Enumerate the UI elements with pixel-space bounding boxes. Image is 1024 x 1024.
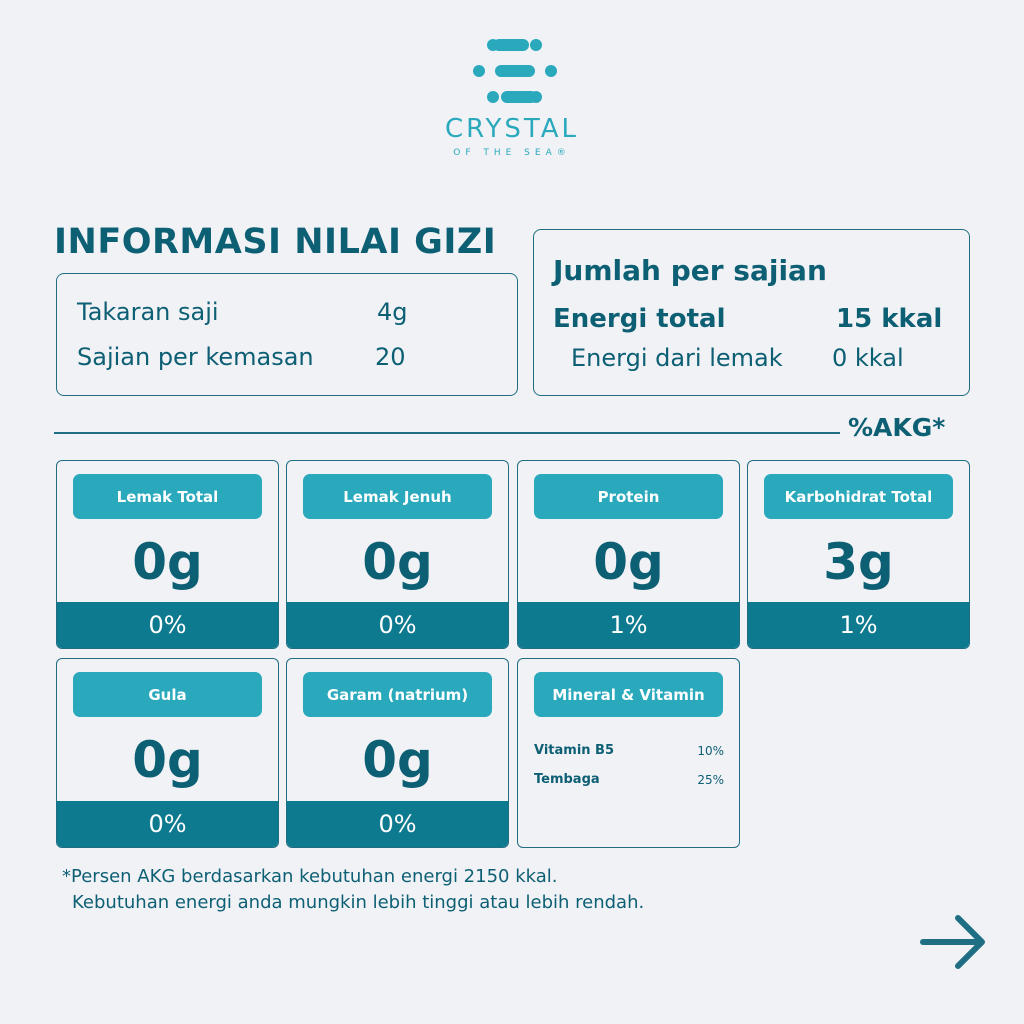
nutrient-amount: 0g xyxy=(593,533,664,591)
serving-size-value: 4g xyxy=(377,298,408,326)
servings-per-pack-label: Sajian per kemasan xyxy=(77,343,314,371)
nutrient-card-lemak-jenuh xyxy=(286,460,509,649)
energy-fat-label: Energi dari lemak xyxy=(571,344,783,372)
servings-per-pack-value: 20 xyxy=(375,343,406,371)
energy-fat-value: 0 kkal xyxy=(832,344,904,372)
energy-total-label: Energi total xyxy=(553,304,726,334)
nutrient-amount: 0g xyxy=(132,731,203,789)
nutrient-akg: 0% xyxy=(287,602,508,648)
nutrient-name: Protein xyxy=(534,474,723,519)
mineral-row xyxy=(534,743,724,758)
mineral-value: 10% xyxy=(697,744,724,758)
per-serving-box xyxy=(533,229,970,396)
nutrient-card-lemak-total xyxy=(56,460,279,649)
nutrient-akg: 1% xyxy=(748,602,969,648)
brand-name: CRYSTAL xyxy=(444,114,580,144)
per-serving-heading: Jumlah per sajian xyxy=(553,254,827,287)
divider-line xyxy=(54,432,840,434)
nutrient-amount: 0g xyxy=(362,533,433,591)
nutrient-name: Lemak Jenuh xyxy=(303,474,492,519)
nutrient-card-gula xyxy=(56,658,279,848)
serving-info-box xyxy=(56,273,518,396)
nutrient-name: Lemak Total xyxy=(73,474,262,519)
nutrient-name: Gula xyxy=(73,672,262,717)
footnote-line-2: Kebutuhan energi anda mungkin lebih tinggi atau lebih rendah. xyxy=(72,892,645,913)
nutrient-akg: 0% xyxy=(57,602,278,648)
mineral-vitamin-card xyxy=(517,658,740,848)
nutrient-card-karbohidrat-total xyxy=(747,460,970,649)
footnote-line-1: *Persen AKG berdasarkan kebutuhan energi 2150 kkal. xyxy=(62,866,558,887)
mineral-row xyxy=(534,772,724,787)
crystal-logo-icon xyxy=(470,36,560,106)
nutrient-akg: 1% xyxy=(518,602,739,648)
nutrient-akg: 0% xyxy=(57,801,278,847)
energy-total-value: 15 kkal xyxy=(836,304,943,334)
nutrient-amount: 0g xyxy=(362,731,433,789)
nutrient-amount: 0g xyxy=(132,533,203,591)
nutrient-name: Garam (natrium) xyxy=(303,672,492,717)
akg-label: %AKG* xyxy=(848,413,946,442)
nutrient-card-protein xyxy=(517,460,740,649)
mineral-name: Tembaga xyxy=(534,772,600,787)
mineral-vitamin-title: Mineral & Vitamin xyxy=(534,672,723,717)
serving-size-label: Takaran saji xyxy=(77,298,219,326)
nutrient-amount: 3g xyxy=(823,533,894,591)
arrow-right-icon[interactable] xyxy=(918,910,990,974)
nutrient-name: Karbohidrat Total xyxy=(764,474,953,519)
nutrient-card-garam xyxy=(286,658,509,848)
brand-tagline: OF THE SEA® xyxy=(453,148,571,158)
mineral-name: Vitamin B5 xyxy=(534,743,615,758)
nutrient-akg: 0% xyxy=(287,801,508,847)
page-title: INFORMASI NILAI GIZI xyxy=(54,222,497,262)
mineral-value: 25% xyxy=(697,773,724,787)
